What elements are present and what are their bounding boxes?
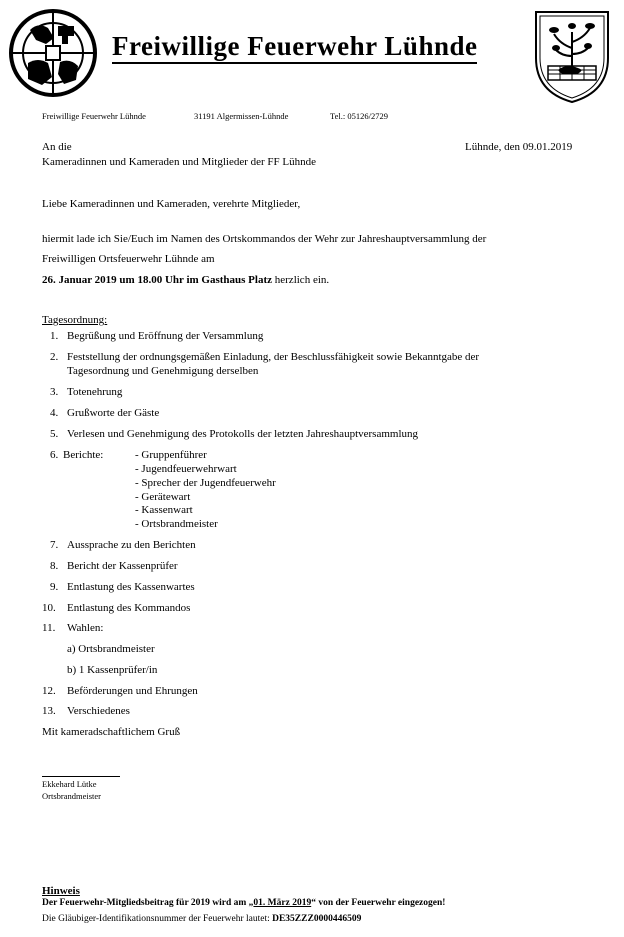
agenda-item-6: Berichte: — [63, 449, 104, 461]
agenda-num-10: 10. — [42, 602, 56, 614]
agenda-item-10: Entlastung des Kommandos — [67, 602, 191, 614]
agenda-item-1: Begrüßung und Eröffnung der Versammlung — [67, 330, 264, 342]
page-title: Freiwillige Feuerwehr Lühnde — [112, 30, 477, 64]
agenda-item-4: Grußworte der Gäste — [67, 407, 160, 419]
agenda-item-13: Verschiedenes — [67, 705, 130, 717]
municipal-crest — [532, 8, 612, 106]
sender-name: Freiwillige Feuerwehr Lühnde — [42, 111, 146, 121]
agenda-num-9: 9. — [50, 581, 59, 593]
agenda-num-7: 7. — [50, 539, 59, 551]
report-item: - Jugendfeuerwehrwart — [135, 463, 237, 475]
recipient-line-1: An die — [42, 141, 72, 153]
report-item: - Ortsbrandmeister — [135, 518, 218, 530]
signature-name: Ekkehard Lütke — [42, 779, 97, 789]
agenda-item-8: Bericht der Kassenprüfer — [67, 560, 178, 572]
election-item: a) Ortsbrandmeister — [67, 643, 155, 655]
agenda-item-9: Entlastung des Kassenwartes — [67, 581, 195, 593]
agenda-item-3: Totenehrung — [67, 386, 123, 398]
agenda-num-2: 2. — [50, 351, 59, 363]
agenda-item-12: Beförderungen und Ehrungen — [67, 685, 198, 697]
notice-line-1 — [42, 898, 445, 908]
agenda-item-11: Wahlen: — [67, 622, 104, 634]
meeting-date-place: 26. Januar 2019 um 18.00 Uhr im Gasthaus Platz — [42, 274, 273, 286]
agenda-num-6: 6. — [50, 449, 59, 461]
report-item: - Sprecher der Jugendfeuerwehr — [135, 477, 276, 489]
report-item: - Gruppenführer — [135, 449, 207, 461]
signature-line — [42, 776, 120, 777]
notice-heading: Hinweis — [42, 885, 80, 897]
agenda-num-1: 1. — [50, 330, 59, 342]
notice-line-2 — [42, 914, 361, 924]
report-item: - Kassenwart — [135, 504, 193, 516]
salutation: Liebe Kameradinnen und Kameraden, verehrte Mitglieder, — [42, 198, 301, 210]
place-date: Lühnde, den 09.01.2019 — [465, 141, 573, 153]
agenda-num-8: 8. — [50, 560, 59, 572]
notice-line-1-end: “ von der Feuerwehr eingezogen! — [311, 898, 446, 908]
sender-address: 31191 Algermissen-Lühnde — [194, 111, 289, 121]
agenda-num-3: 3. — [50, 386, 59, 398]
agenda-item-2: Feststellung der ordnungsgemäßen Einladung, der Beschlussfähigkeit sowie Bekanntgabe der — [67, 351, 480, 363]
intro-line-2: Freiwilligen Ortsfeuerwehr Lühnde am — [42, 253, 215, 265]
agenda-heading: Tagesordnung: — [42, 314, 108, 326]
intro-line-3-rest: herzlich ein. — [272, 274, 330, 286]
agenda-num-12: 12. — [42, 685, 56, 697]
report-item: - Gerätewart — [135, 491, 191, 503]
agenda-item-2-cont: Tagesordnung und Genehmigung derselben — [67, 365, 259, 377]
agenda-item-7: Aussprache zu den Berichten — [67, 539, 196, 551]
intro-line-3 — [42, 273, 329, 287]
recipient-line-2: Kameradinnen und Kameraden und Mitglieder der FF Lühnde — [42, 156, 317, 168]
agenda-item-5: Verlesen und Genehmigung des Protokolls der letzten Jahreshauptversammlung — [67, 428, 419, 440]
intro-line-1: hiermit lade ich Sie/Euch im Namen des Ortskommandos der Wehr zur Jahreshauptversammlung der — [42, 233, 487, 245]
signature-role: Ortsbrandmeister — [42, 791, 102, 801]
fire-brigade-logo — [8, 8, 98, 98]
closing-greeting: Mit kameradschaftlichem Gruß — [42, 726, 181, 738]
agenda-num-4: 4. — [50, 407, 59, 419]
notice-line-2-text: Die Gläubiger-Identifikationsnummer der Feuerwehr lautet: — [42, 914, 273, 924]
election-item: b) 1 Kassenprüfer/in — [67, 664, 158, 676]
notice-line-1-start: Der Feuerwehr-Mitgliedsbeitrag für 2019 wird am „ — [42, 898, 254, 908]
agenda-num-5: 5. — [50, 428, 59, 440]
notice-due-date: 01. März 2019 — [253, 898, 312, 908]
creditor-id: DE35ZZZ0000446509 — [272, 914, 362, 924]
agenda-num-11: 11. — [42, 622, 56, 634]
sender-phone: Tel.: 05126/2729 — [330, 111, 388, 121]
agenda-num-13: 13. — [42, 705, 56, 717]
